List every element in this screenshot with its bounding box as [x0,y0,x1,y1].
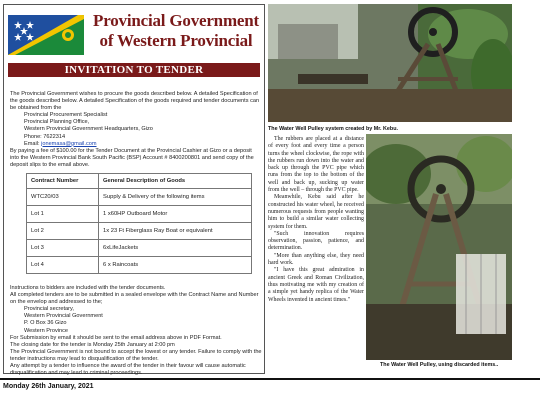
contract-number-cell: WTC20/03 [27,189,99,206]
contact-email-line [10,141,262,148]
fee-paragraph: By paying a fee of $100.00 for the Tender Document at the Provincial Cashier at Gizo or a deposit into the Western Provincial Bank South Pacific (BSP) Account # 8400200801 and send copy of the deposit slips to the email above. [10,147,254,168]
contract-table [26,173,252,274]
intro-section [10,91,262,169]
issue-date: Monday 26th January, 2021 [3,383,94,390]
intro-paragraph: The Provincial Government wishes to procure the goods described below. A detailed Specification of the goods described below. A detailed Specification of the goods required and tender documents can be obtained from the [10,91,260,112]
instructions-section [10,285,262,377]
government-title [88,11,264,51]
description-cell: 6 x Raincoats [99,257,252,274]
description-cell: 1 x60HP Outboard Motor [99,206,252,223]
column-header: Contract Number [27,174,99,189]
article-paragraph: "Such innovation requires observation, passion, patience, and determination. [268,230,364,252]
title-line-2: of Western Provincial [99,31,253,50]
invitation-banner: INVITATION TO TENDER [8,63,260,77]
table-row [27,206,252,223]
contact-line: Phone: 7622314 [24,133,66,140]
table-row [27,257,252,274]
description-cell: 6xLifeJackets [99,240,252,257]
solomon-islands-flag-icon [8,15,84,55]
closing-line: Any attempt by a tender to influence the award of the tender in their favour will cause automatic disqualification and may lead to criminal proceedings. [10,363,246,377]
contact-line: Provincial Planning Office, [24,119,90,126]
closing-line: The Provincial Government is not bound to accept the lowest or any tender. Failure to comply with the tender instructions may lead to disqualification of the tender. [10,348,262,362]
water-well-pulley-photo [268,4,512,122]
pulley-photo-illustration [268,4,512,122]
closing-line: The closing date for the tender is Monday 25th January at 2:00 pm [10,341,175,348]
table-header-row [27,174,252,189]
email-label: Email: [24,140,42,147]
address-line: Western Province [24,327,69,334]
instruction-line: All completed tenders are to be submitted in a sealed envelope with the Contract Name and Number on the envelop and addressed to the; [10,292,259,306]
contract-number-cell: Lot 3 [27,240,99,257]
article-paragraph: "I have this great admiration in ancient Greek and Roman Civilization, thus motivating me with my creation of a simple yet handy replica of the Water Wheels invented in ancient times." [268,267,364,303]
address-line: Provincial secretary, [24,306,74,313]
contact-line: Western Provincial Government Headquarters, Gizo [24,126,153,133]
top-photo-caption: The Water Well Pulley system created by Mr. Kebu. [268,126,399,132]
address-line: Western Provincial Government [24,313,103,320]
contract-number-cell: Lot 1 [27,206,99,223]
contact-line: Provincial Procurement Specialist [24,112,108,119]
footer-divider [0,378,540,380]
article-paragraph: Meanwhile, Kebu said after he constructed his water wheel, he received numerous requests from people wanting him to build a similar water collecting system for them. [268,194,364,230]
article-paragraph: "More than anything else, they need hard work. [268,252,364,267]
address-line: P. O Box 36 Gizo [24,320,67,327]
description-cell: Supply & Delivery of the following items [99,189,252,206]
instruction-line: Instructions to bidders are included with the tender documents. [10,285,166,291]
contract-number-cell: Lot 2 [27,223,99,240]
closing-line: For Submission by email it should be sent to the email address above in PDF Format. [10,334,222,341]
article-body [268,136,364,304]
tender-notice [3,4,265,377]
article-paragraph: The rubbers are placed at a distance of every foot and every time a person turns the wheel clockwise, the rope with the rubbers run down into the water and back up through the PVC pipe which runs from the top to the bottom of the well and back up, sucking up water from the well – through the PVC pipe. [268,136,364,194]
pulley-photo-illustration-2 [366,134,512,360]
contract-number-cell: Lot 4 [27,257,99,274]
bottom-photo-caption: The Water Well Pulley, using discarded items.. [380,362,499,368]
column-header: General Description of Goods [99,174,252,189]
table-row [27,189,252,206]
title-line-1: Provincial Government [93,11,259,30]
email-link[interactable]: jonemasa@gmail.com [41,140,97,147]
discarded-items-pulley-photo [366,134,512,360]
description-cell: 1x 23 Ft Fiberglass Ray Boat or equivalent [99,223,252,240]
table-row [27,223,252,240]
table-row [27,240,252,257]
